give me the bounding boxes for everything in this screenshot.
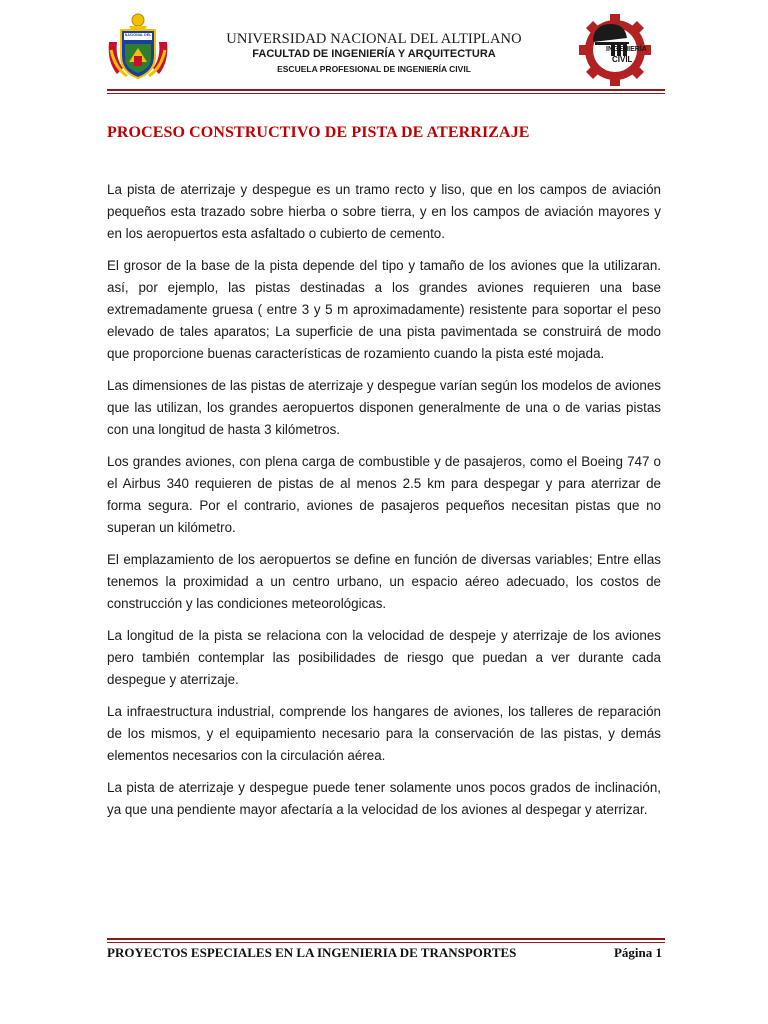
footer-divider-thin (107, 942, 665, 943)
page-number: Página 1 (613, 945, 662, 960)
footer-divider (107, 938, 665, 940)
document-title: PROCESO CONSTRUCTIVO DE PISTA DE ATERRIZAJE (107, 124, 530, 141)
school-name: ESCUELA PROFESIONAL DE INGENIERÍA CIVIL (277, 64, 471, 74)
header-divider-thin (107, 93, 665, 94)
header-divider (107, 89, 665, 91)
paragraph: La longitud de la pista se relaciona con la velocidad de despeje y aterrizaje de los aviones pero también contemplar las posibilidades de riesgo que puedan a ver durante cada despegue y aterrizaje. (107, 628, 661, 687)
right-logo-line2: CIVIL (612, 55, 633, 64)
university-shield-icon (107, 12, 169, 82)
paragraph: La pista de aterrizaje y despegue es un tramo recto y liso, que en los campos de aviación pequeños esta trazado sobre hierba o sobre tierra, y en los campos de aviación mayores y en los aeropuertos esta asfaltado o cubierto de cemento. (107, 182, 661, 241)
paragraph: La pista de aterrizaje y despegue puede tener solamente unos pocos grados de inclinación, ya que una pendiente mayor afectaría a la velocidad de los aviones al despegar y aterrizar. (107, 780, 661, 817)
paragraph: Las dimensiones de las pistas de aterrizaje y despegue varían según los modelos de aviones que las utilizan, los grandes aeropuertos disponen generalmente de una o de varias pistas con una longitud de hasta 3 kilómetros. (107, 378, 661, 437)
paragraph: La infraestructura industrial, comprende los hangares de aviones, los talleres de reparación de los mismos, y el equipamiento necesario para la conservación de las pistas, y demás elementos necesarios con la circulación aérea. (107, 704, 661, 763)
paragraph: Los grandes aviones, con plena carga de combustible y de pasajeros, como el Boeing 747 o el Airbus 340 requieren de pistas de al menos 2.5 km para despegar y para aterrizar de forma segura. Por el contrario, aviones de pasajeros pequeños necesitan pistas que no superan un kilómetro. (107, 454, 661, 535)
footer-course-title: PROYECTOS ESPECIALES EN LA INGENIERIA DE TRANSPORTES (107, 945, 517, 960)
faculty-name: FACULTAD DE INGENIERÍA Y ARQUITECTURA (252, 48, 496, 60)
paragraph: El grosor de la base de la pista depende del tipo y tamaño de los aviones que la utilizaran. así, por ejemplo, las pistas destinadas a los grandes aviones requieren una base extremadamente gruesa ( entre 3 y 5 m aproximadamente) resistente para soportar el peso elevado de tales aparatos; La superficie de una pista pavimentada se construirá de modo que proporcione buenas características de rozamiento cuando la pista esté mojada. (107, 258, 661, 361)
paragraph: El emplazamiento de los aeropuertos se define en función de diversas variables; Entre ellas tenemos la proximidad a un centro urbano, un espacio aéreo adecuado, los costos de construcción y las condiciones meteorológicas. (107, 552, 661, 611)
right-logo-line1: INGENIERÍA (606, 46, 647, 53)
document-body (107, 179, 661, 831)
left-logo-text: NACIONAL DEL (124, 33, 152, 37)
university-name: UNIVERSIDAD NACIONAL DEL ALTIPLANO (226, 31, 522, 47)
